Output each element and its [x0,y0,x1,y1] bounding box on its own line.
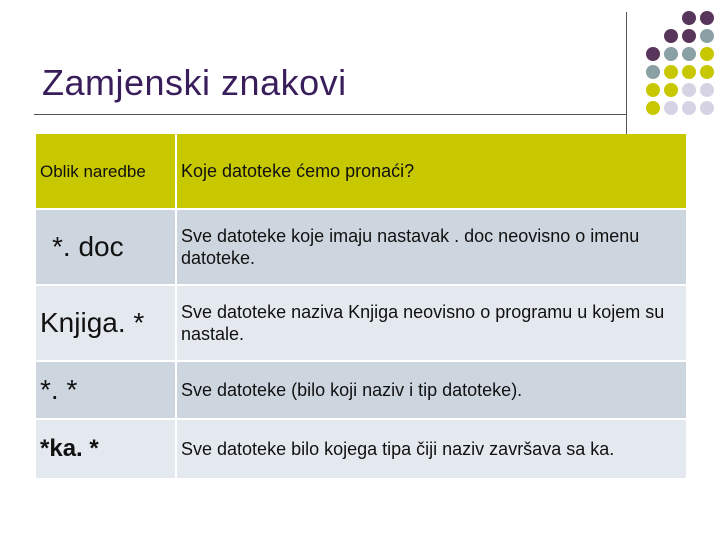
decorative-dot [682,11,696,25]
decorative-dot [682,83,696,97]
decorative-dot [646,101,660,115]
header-cell-description: Koje datoteke ćemo pronaći? [177,134,688,210]
wildcard-table [36,134,688,480]
decorative-dot [646,83,660,97]
pattern-cell: *ka. * [36,420,177,480]
description-cell: Sve datoteke (bilo koji naziv i tip datoteke). [177,362,688,420]
header-cell-pattern: Oblik naredbe [36,134,177,210]
title-underline [34,114,626,115]
slide-title: Zamjenski znakovi [42,62,347,103]
decorative-dot [700,65,714,79]
decorative-dot [700,29,714,43]
description-cell: Sve datoteke naziva Knjiga neovisno o programu u kojem su nastale. [177,286,688,362]
table-row [36,362,688,420]
decorative-dot [700,11,714,25]
pattern-cell: *. * [36,362,177,420]
description-cell: Sve datoteke bilo kojega tipa čiji naziv završava sa ka. [177,420,688,480]
table-row [36,420,688,480]
decorative-dot [646,47,660,61]
decorative-dot [664,65,678,79]
decorative-dot [664,83,678,97]
decorative-dot [700,83,714,97]
pattern-cell: *. doc [36,210,177,286]
decorative-dot [664,47,678,61]
table-row [36,286,688,362]
decorative-dot [646,65,660,79]
decorative-dot [700,101,714,115]
vertical-divider [626,12,627,134]
decorative-dot [664,101,678,115]
pattern-cell: Knjiga. * [36,286,177,362]
decorative-dot [682,29,696,43]
decorative-dot [682,47,696,61]
decorative-dot [682,101,696,115]
decorative-dot [682,65,696,79]
table-header-row [36,134,688,210]
decorative-dot [664,29,678,43]
decorative-dot [700,47,714,61]
description-cell: Sve datoteke koje imaju nastavak . doc neovisno o imenu datoteke. [177,210,688,286]
table-row [36,210,688,286]
